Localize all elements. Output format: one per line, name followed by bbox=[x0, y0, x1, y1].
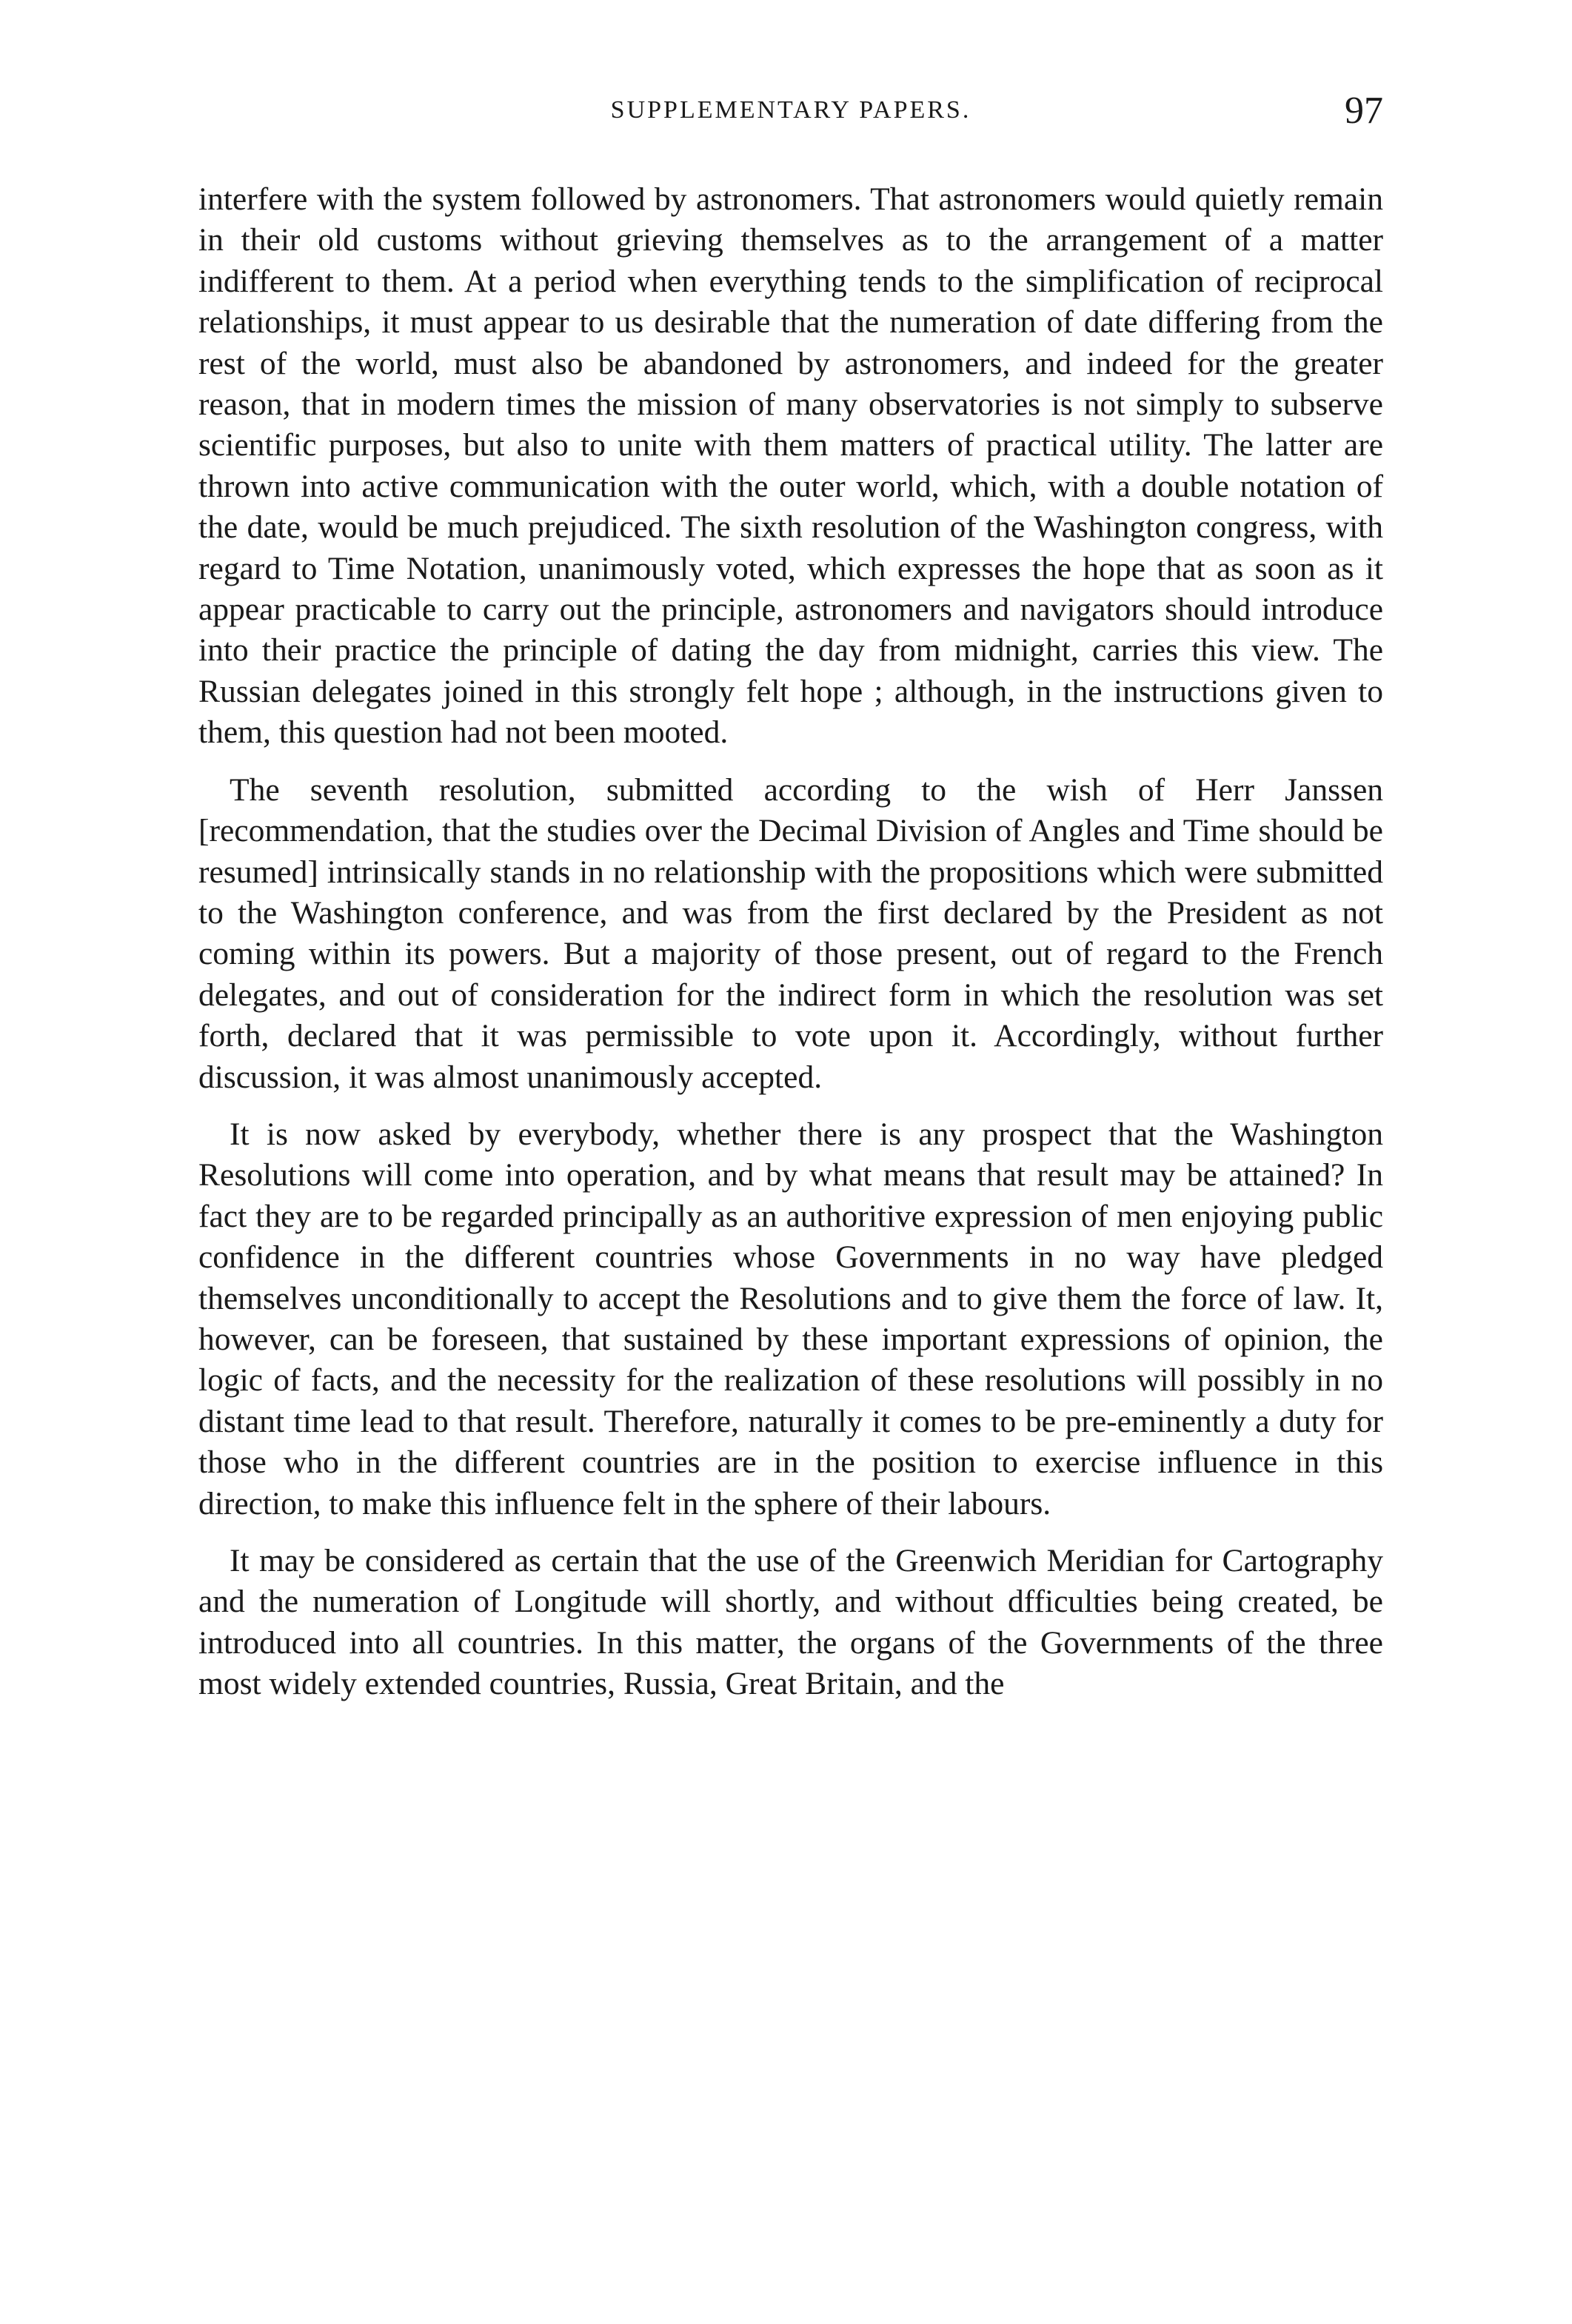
body-text bbox=[198, 179, 1383, 1721]
paragraph-greenwich-meridian: It may be considered as certain that the use of the Greenwich Meridian for Cartography and the numeration of Longitude will shortly, and without dfficulties being created, be introduced into all countries. In this matter, the organs of the Governments of the three most widely extended countries, Russia, Great Britain, and the bbox=[198, 1543, 1383, 1702]
paragraph-washington-resolutions: It is now asked by everybody, whether there is any prospect that the Washington Resolutions will come into operation, and by what means that result may be attained? In fact they are to be regarded principally as an authoritive expression of men enjoying public confidence in the different countries whose Governments in no way have pledged themselves unconditionally to accept the Resolutions and to give them the force of law. It, however, can be foreseen, that sustained by these important expressions of opinion, the logic of facts, and the necessity for the realization of these resolutions will possibly in no distant time lead to that result. Therefore, naturally it comes to be pre-eminently a duty for those who in the different countries are in the position to exercise influence in this direction, to make this influence felt in the sphere of their labours. bbox=[198, 1116, 1383, 1521]
page-number: 97 bbox=[1345, 90, 1383, 132]
paragraph-seventh-resolution: The seventh resolution, submitted according to the wish of Herr Janssen [recommendation, that the studies over the Decimal Division of Angles and Time should be resumed] intrinsically stands in no relationship with the propositions which were submitted to the Washington conference, and was from the first declared by the President as not coming within its powers. But a majority of those present, out of regard to the French delegates, and out of consideration for the indirect form in which the resolution was set forth, declared that it was permissible to vote upon it. Accordingly, without further discussion, it was almost unanimously accepted. bbox=[198, 771, 1383, 1095]
running-head bbox=[198, 89, 1383, 155]
running-title: SUPPLEMENTARY PAPERS. bbox=[610, 96, 971, 124]
paragraph-continued: interfere with the system followed by astronomers. That astronomers would quietly remain in their old customs without grieving themselves as to the arrangement of a matter indifferent to them. At a period when everything tends to the simplification of reciprocal relationships, it must appear to us desirable that the numeration of date differing from the rest of the world, must also be abandoned by astronomers, and indeed for the greater reason, that in modern times the mission of many observatories is not simply to subserve scientific purposes, but also to unite with them matters of practical utility. The latter are thrown into active communication with the outer world, which, with a double notation of the date, would be much prejudiced. The sixth resolution of the Washington congress, with regard to Time Notation, unanimously voted, which expresses the hope that as soon as it appear practicable to carry out the principle, astronomers and navigators should introduce into their practice the principle of dating the day from midnight, carries this view. The Russian delegates joined in this strongly felt hope ; although, in the instructions given to them, this question had not been mooted. bbox=[198, 181, 1383, 751]
